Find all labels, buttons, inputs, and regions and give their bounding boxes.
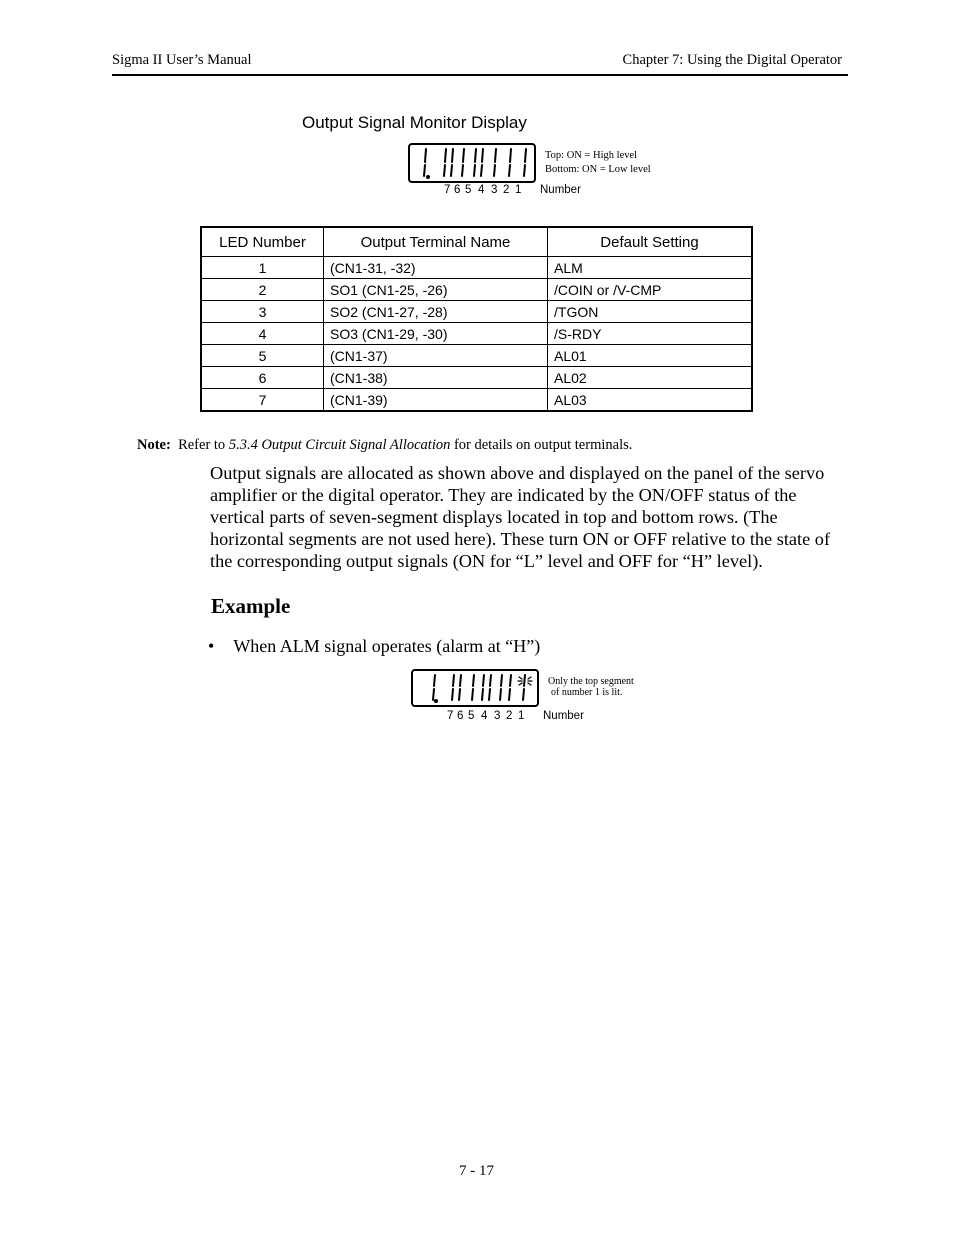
digit-2-top-segment — [510, 149, 511, 162]
body-paragraph: Output signals are allocated as shown above and displayed on the panel of the servo amplifier or the digital operator. They are indicated by the ON/OFF status of the vertical parts of seven-segment displays located in top and bottom rows. (The horizontal segments are not used here). These turn ON or OFF relative to the state of the corresponding output signals (ON for “L” level and OFF for “H” level). — [210, 463, 831, 571]
cell-terminal-name: SO2 (CN1-27, -28) — [324, 301, 548, 323]
page-number: 7 - 17 — [459, 1163, 494, 1179]
cell-led-number: 3 — [201, 301, 324, 323]
digit-label-3: 3 — [494, 710, 501, 722]
header-chapter-title: Chapter 7: Using the Digital Operator — [622, 52, 842, 68]
cell-default-setting: AL03 — [548, 389, 753, 412]
digit-5-top-segment — [463, 149, 464, 162]
digit-3-top-segment — [495, 149, 496, 162]
table-row — [201, 323, 752, 345]
cell-default-setting: AL01 — [548, 345, 753, 367]
note-label: Note: — [137, 437, 171, 453]
table-header-row — [201, 227, 752, 257]
note-line — [137, 437, 632, 454]
legend-bottom: Bottom: ON = Low level — [545, 164, 651, 175]
note-reference: 5.3.4 Output Circuit Signal Allocation — [228, 437, 451, 453]
digit-label-6: 6 — [457, 710, 464, 722]
cell-terminal-name: SO3 (CN1-29, -30) — [324, 323, 548, 345]
digit-label-2: 2 — [506, 710, 513, 722]
digit-5-bottom-segment — [462, 165, 463, 176]
digit-label-7: 7 — [447, 710, 454, 722]
led-display-example-diagram — [408, 666, 548, 714]
digit-6-top-right — [452, 149, 453, 162]
digit-4-top-left — [475, 149, 476, 162]
digit-label-6: 6 — [454, 184, 461, 196]
cell-default-setting: ALM — [548, 257, 753, 279]
header-rule — [112, 74, 848, 76]
cell-default-setting: /COIN or /V-CMP — [548, 279, 753, 301]
cell-terminal-name: (CN1-38) — [324, 367, 548, 389]
digit-4-bottom-right — [481, 165, 482, 176]
note-text-post: for details on output terminals. — [450, 437, 633, 453]
digit-label-4: 4 — [481, 710, 488, 722]
table-row — [201, 389, 752, 412]
cell-terminal-name: SO1 (CN1-25, -26) — [324, 279, 548, 301]
cell-led-number: 2 — [201, 279, 324, 301]
bullet-text: When ALM signal operates (alarm at “H”) — [233, 636, 541, 656]
cell-led-number: 6 — [201, 367, 324, 389]
digit-6-top-left — [445, 149, 446, 162]
header-manual-title: Sigma II User’s Manual — [112, 52, 252, 68]
digit-label-2: 2 — [503, 184, 510, 196]
digit-6-bottom-right — [451, 165, 452, 176]
cell-default-setting: /S-RDY — [548, 323, 753, 345]
digit-3-bottom-segment — [494, 165, 495, 176]
digit-label-7: 7 — [444, 184, 451, 196]
digit-7-top-segment — [425, 149, 426, 162]
output-signal-table — [200, 226, 753, 412]
example-annotation-2: of number 1 is lit. — [551, 687, 623, 698]
digit-labels-2 — [447, 710, 528, 722]
digit-label-3: 3 — [491, 184, 498, 196]
digit-label-1: 1 — [515, 184, 522, 196]
number-label-2: Number — [543, 710, 584, 722]
cell-terminal-name: (CN1-37) — [324, 345, 548, 367]
digit-label-4: 4 — [478, 184, 485, 196]
table-row — [201, 257, 752, 279]
example-annotation-1: Only the top segment — [548, 676, 634, 687]
digit-4-bottom-left — [474, 165, 475, 176]
cell-led-number: 4 — [201, 323, 324, 345]
cell-terminal-name: (CN1-39) — [324, 389, 548, 412]
table-row — [201, 301, 752, 323]
digit-label-5: 5 — [465, 184, 472, 196]
note-text-pre: Refer to — [178, 437, 229, 453]
digit-2-bottom-segment — [509, 165, 510, 176]
figure-caption: Output Signal Monitor Display — [302, 113, 527, 132]
example-heading: Example — [211, 594, 291, 618]
digit-7-bottom-segment — [424, 165, 425, 176]
bullet-mark: • — [208, 636, 215, 656]
digit-1-top-segment — [525, 149, 526, 162]
table-row — [201, 345, 752, 367]
cell-terminal-name: (CN1-31, -32) — [324, 257, 548, 279]
example-bullet — [208, 636, 540, 657]
col-header-default-setting: Default Setting — [548, 227, 753, 257]
legend-top: Top: ON = High level — [545, 150, 638, 161]
col-header-terminal-name: Output Terminal Name — [324, 227, 548, 257]
digit-6-bottom-left — [444, 165, 445, 176]
table-row — [201, 279, 752, 301]
led-display-frame — [412, 670, 538, 706]
table-row — [201, 367, 752, 389]
col-header-led-number: LED Number — [201, 227, 324, 257]
number-label-1: Number — [540, 184, 581, 196]
cell-led-number: 5 — [201, 345, 324, 367]
lit-segment-icon — [518, 675, 532, 686]
cell-led-number: 1 — [201, 257, 324, 279]
cell-default-setting: AL02 — [548, 367, 753, 389]
digit-4-top-right — [482, 149, 483, 162]
cell-default-setting: /TGON — [548, 301, 753, 323]
digit-labels-1 — [444, 184, 525, 196]
cell-led-number: 7 — [201, 389, 324, 412]
digit-label-1: 1 — [518, 710, 525, 722]
digit-1-bottom-segment — [524, 165, 525, 176]
digit-label-5: 5 — [468, 710, 475, 722]
